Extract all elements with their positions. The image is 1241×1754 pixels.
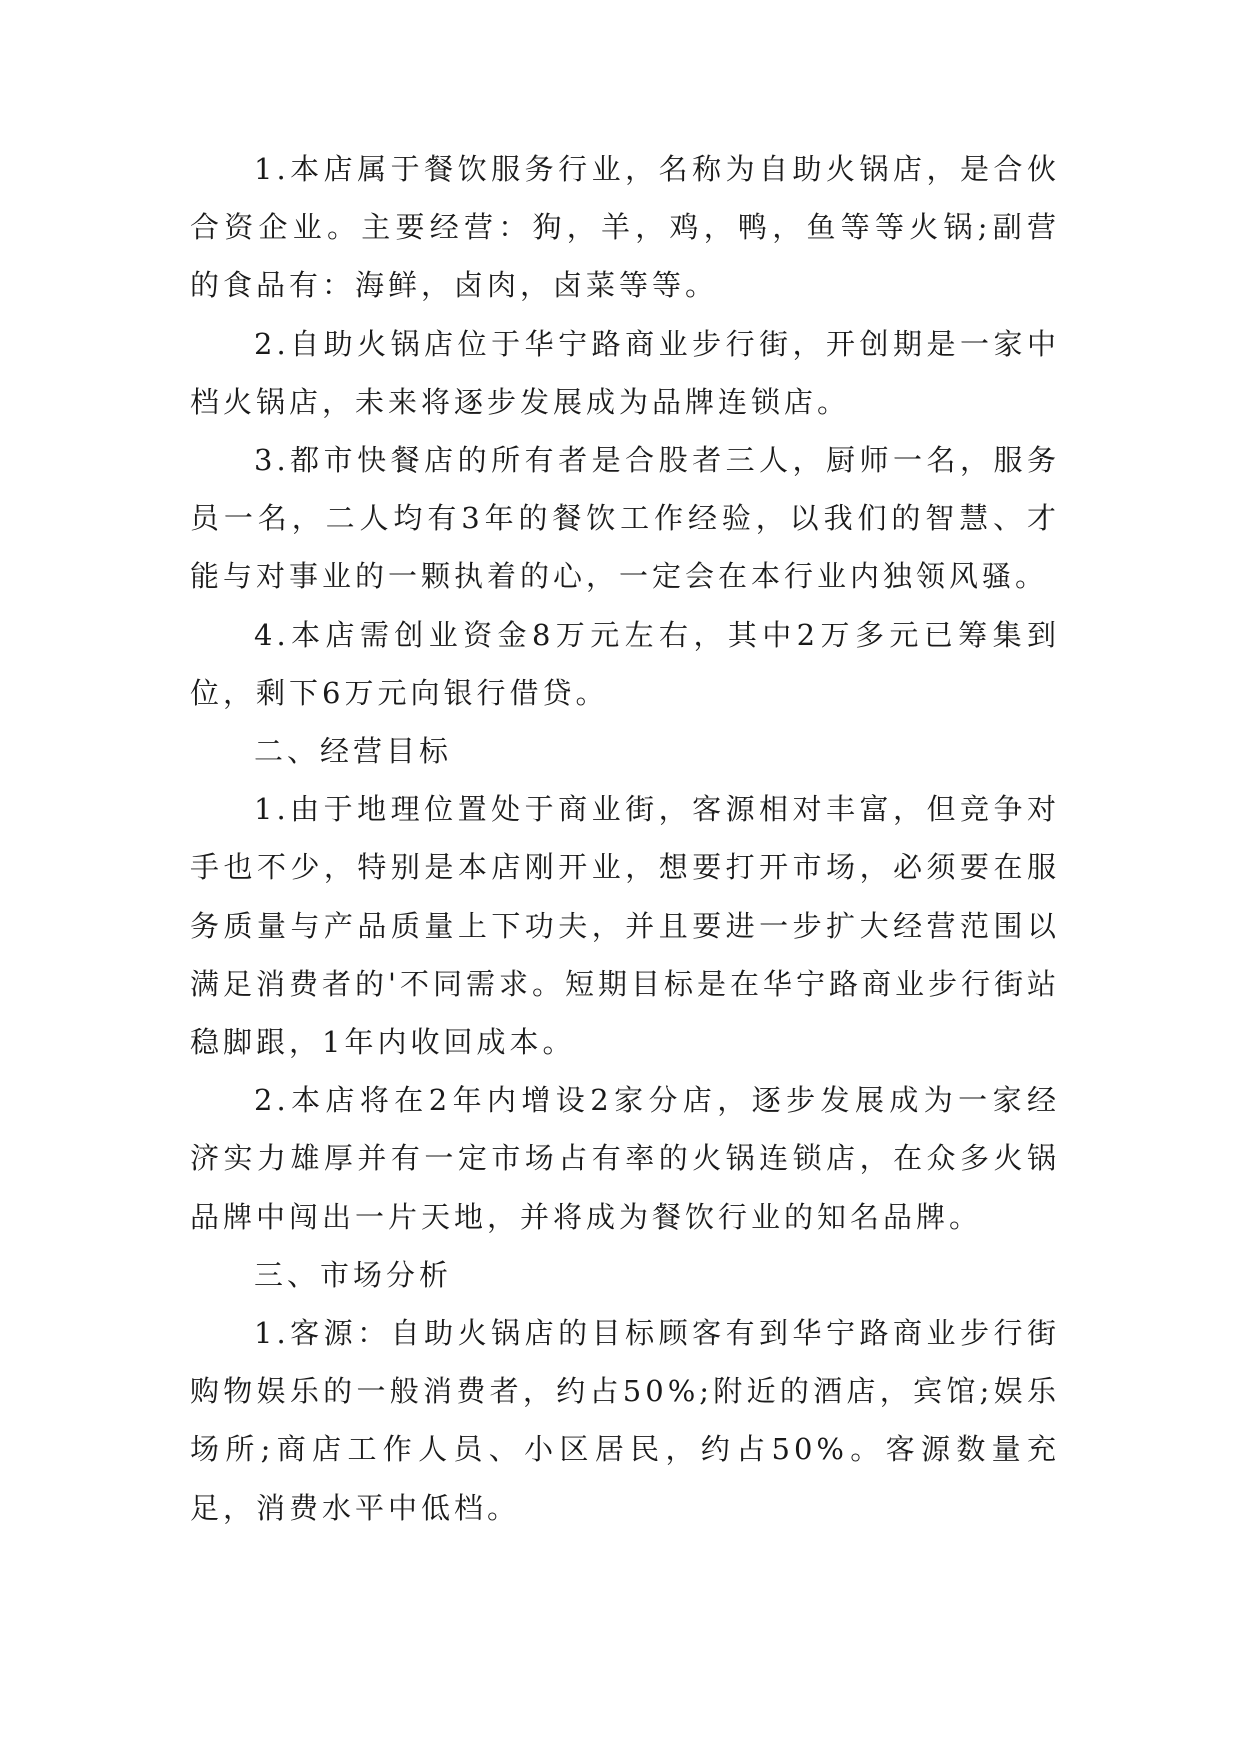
paragraph-intro-1: 1.本店属于餐饮服务行业，名称为自助火锅店，是合伙合资企业。主要经营：狗，羊，鸡，鸭，鱼等等火锅;副营的食品有：海鲜，卤肉，卤菜等等。 [190, 152, 1060, 303]
paragraph-goals-2: 2.本店将在2年内增设2家分店，逐步发展成为一家经济实力雄厚并有一定市场占有率的火锅连锁店，在众多火锅品牌中闯出一片天地，并将成为餐饮行业的知名品牌。 [190, 1083, 1060, 1234]
document-page [190, 140, 1060, 1537]
section-heading-market: 三、市场分析 [254, 1257, 453, 1292]
section-heading-goals: 二、经营目标 [254, 734, 453, 769]
paragraph-intro-3: 3.都市快餐店的所有者是合股者三人，厨师一名，服务员一名，二人均有3年的餐饮工作经验，以我们的智慧、才能与对事业的一颗执着的心，一定会在本行业内独领风骚。 [190, 443, 1060, 594]
paragraph-intro-4: 4.本店需创业资金8万元左右，其中2万多元已筹集到位，剩下6万元向银行借贷。 [190, 617, 1060, 710]
paragraph-goals-1: 1.由于地理位置处于商业街，客源相对丰富，但竞争对手也不少，特别是本店刚开业，想要打开市场，必须要在服务质量与产品质量上下功夫，并且要进一步扩大经营范围以满足消费者的'不同需求。短期目标是在华宁路商业步行街站稳脚跟，1年内收回成本。 [190, 792, 1060, 1060]
paragraph-intro-2: 2.自助火锅店位于华宁路商业步行街，开创期是一家中档火锅店，未来将逐步发展成为品牌连锁店。 [190, 326, 1060, 419]
paragraph-market-1: 1.客源：自助火锅店的目标顾客有到华宁路商业步行街购物娱乐的一般消费者，约占50%;附近的酒店，宾馆;娱乐场所;商店工作人员、小区居民，约占50%。客源数量充足，消费水平中低档。 [190, 1316, 1060, 1525]
